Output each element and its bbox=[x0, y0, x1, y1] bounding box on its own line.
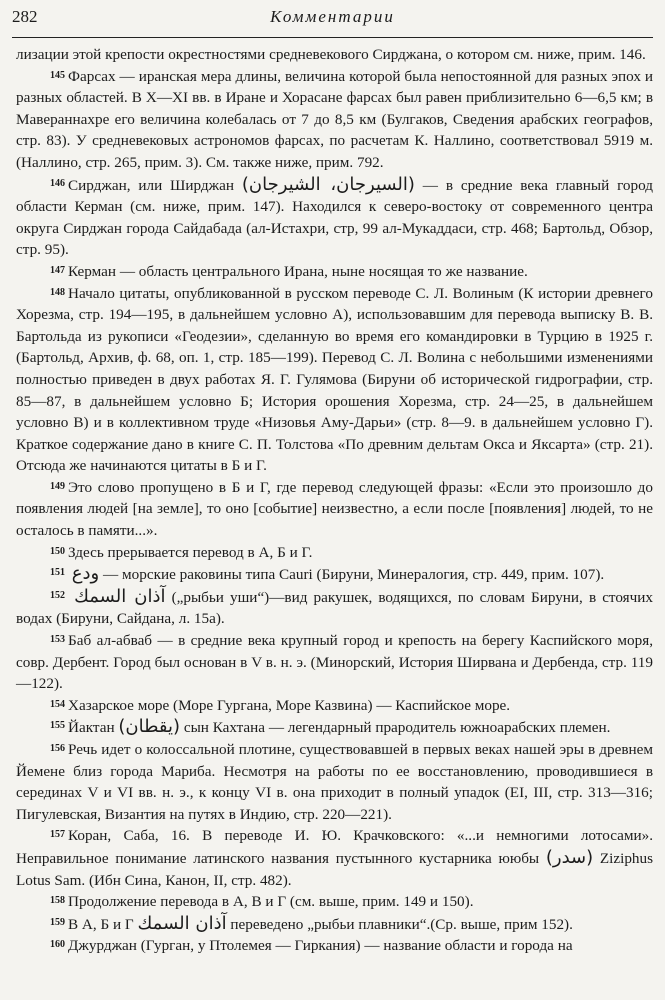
note-153 bbox=[16, 630, 653, 695]
note-148 bbox=[16, 283, 653, 477]
note-number: 154 bbox=[50, 698, 65, 710]
note-text: Здесь прерывается перевод в А, Б и Г. bbox=[68, 543, 313, 561]
commentary-body bbox=[16, 44, 653, 957]
note-text: Йактан bbox=[68, 719, 115, 737]
note-text: Ziziphus Lotus Sam. (Ибн Сина, Канон, II, стр. 482). bbox=[16, 849, 654, 889]
note-152 bbox=[16, 586, 653, 630]
note-text: Фарсах — иранская мера длины, величина которой была непостоянной для разных эпох и разных областей. В X—XI вв. в Иране и Хорасане фарсах был равен приблизительно 6—6,5 км; в Мавераннахре его величина колебалась от 7 до 8,5 км (Булгаков, Сведения арабских географов, стр. 83). У средневековых астрономов фарсах, по расчетам К. Наллино, соответствовал 5919 м. (Наллино, стр. 265, прим. 3). См. также ниже, прим. 792. bbox=[16, 67, 653, 171]
note-number: 145 bbox=[50, 69, 65, 81]
note-text: переведено „рыбьи плавники“.(Ср. выше, прим 152). bbox=[230, 915, 573, 933]
note-number: 160 bbox=[50, 939, 65, 951]
note-text: Керман — область центрального Ирана, ныне носящая то же название. bbox=[68, 262, 528, 280]
note-text: Коран, Саба, 16. В переводе И. Ю. Крачковского: «...и немногими лотосами». Неправильное понимание латинского названия пустынного кустарника ююбы bbox=[16, 827, 653, 867]
arabic-term: (السيرجان، الشيرجان) bbox=[241, 173, 415, 195]
note-number: 158 bbox=[50, 895, 65, 907]
note-number: 159 bbox=[50, 916, 65, 928]
note-text: Речь идет о колоссальной плотине, существовавшей в первых веках нашей эры в древнем Йемене близ города Мариба. Несмотря на работы по ее восстановлению, проводившиеся в серединах V и VI вв. н. э., к концу VI в. она приходит в полный упадок (EI, III, стр. 313—316; Пигулевская, Византия на путях в Индию, стр. 220—221). bbox=[16, 741, 653, 823]
note-text: Баб ал-абваб — в средние века крупный город и крепость на берегу Каспийского моря, совр. Дербент. Город был основан в V в. н. э. (Минорский, История Ширвана и Дербенда, стр. 119—122). bbox=[16, 632, 653, 693]
note-number: 148 bbox=[50, 286, 65, 298]
note-number: 152 bbox=[50, 589, 65, 601]
note-number: 146 bbox=[50, 177, 65, 189]
note-number: 153 bbox=[50, 634, 65, 646]
arabic-term: آذان السمك bbox=[137, 912, 227, 934]
note-number: 156 bbox=[50, 743, 65, 754]
continuation-paragraph bbox=[16, 44, 653, 66]
note-146 bbox=[16, 174, 653, 261]
arabic-term: (سدر) bbox=[545, 846, 594, 868]
note-text: Джурджан (Гурган, у Птолемея — Гиркания) — название области и города на bbox=[68, 937, 573, 955]
note-number: 151 bbox=[50, 567, 65, 579]
note-151 bbox=[16, 563, 653, 586]
note-text: Сирджан, или Ширджан bbox=[68, 176, 234, 194]
note-160 bbox=[16, 935, 653, 957]
note-number: 147 bbox=[50, 264, 65, 276]
note-text: Продолжение перевода в А, В и Г (см. выше, прим. 149 и 150). bbox=[68, 893, 474, 911]
note-text: Начало цитаты, опубликованной в русском переводе С. Л. Волиным (К истории древнего Хорезма, стр. 194—195, в дальнейшем условно А), использовавшим для перевода выписку В. В. Бартольда из рукописи «Геодезии», сделанную во время его командировки в Турцию в 1925 г. (Бартольд, Архив, ф. 68, оп. 1, стр. 185—199). Перевод С. Л. Волина с небольшими изменениями полностью приведен в двух работах Я. Г. Гулямова (Бируни об исторической гидрографии, стр. 85—87, в дальнейшем условно Б; История орошения Хорезма, стр. 24—25, в дальнейшем условно В) и в коллективном труде «Низовья Аму-Дарьи» (стр. 8—9. в дальнейшем условно Г). Краткое содержание дано в книге С. П. Толстова «По древним дельтам Окса и Яксарта» (стр. 21). Отсюда же начинаются цитаты в Б и Г. bbox=[16, 284, 653, 475]
note-number: 157 bbox=[50, 829, 65, 841]
note-text: — морские раковины типа Cauri (Бируни, Минералогия, стр. 449, прим. 107). bbox=[103, 566, 605, 584]
note-text: („рыбьи уши“)—вид ракушек, водящихся, по словам Бируни, в стоячих водах (Бируни, Сайдана, л. 15а). bbox=[16, 588, 654, 628]
note-155 bbox=[16, 716, 653, 739]
arabic-term: (يقطان) bbox=[118, 716, 181, 738]
note-text: лизации этой крепости окрестностями средневекового Сирджана, о котором см. ниже, прим. 146. bbox=[16, 46, 646, 63]
note-147 bbox=[16, 261, 653, 283]
page-number: 282 bbox=[12, 7, 38, 26]
arabic-term: آذان السمك bbox=[74, 585, 166, 607]
note-158 bbox=[16, 891, 653, 913]
note-149 bbox=[16, 477, 653, 542]
running-title: Комментарии bbox=[270, 7, 395, 26]
note-number: 149 bbox=[50, 480, 65, 492]
note-text: — в средние века главный город области Керман (см. ниже, прим. 147). Находился к северо-востоку от современного центра округа Сирджан города Сайдабада (ал-Истахри, стр, 99 ал-Мукаддаси, стр. 468; Бартольд, Обзор, стр. 95). bbox=[16, 176, 654, 259]
note-159 bbox=[16, 913, 653, 936]
note-150 bbox=[16, 542, 653, 564]
note-number: 155 bbox=[50, 720, 65, 732]
page-header bbox=[12, 4, 653, 36]
note-157 bbox=[16, 825, 653, 891]
note-145 bbox=[16, 66, 653, 174]
note-text: В А, Б и Г bbox=[68, 915, 134, 933]
note-156 bbox=[16, 739, 653, 825]
note-text: Это слово пропущено в Б и Г, где перевод следующей фразы: «Если это произошло до появления людей [на земле], то оно [событие] неизвестно, а если после [появления] людей, то не осталось в памяти...». bbox=[16, 478, 653, 540]
note-text: сын Кахтана — легендарный прародитель южноарабских племен. bbox=[183, 719, 611, 737]
arabic-term: ودع bbox=[71, 563, 100, 585]
note-text: Хазарское море (Море Гургана, Море Казвина) — Каспийское море. bbox=[68, 696, 511, 714]
note-number: 150 bbox=[50, 545, 65, 557]
header-rule bbox=[12, 37, 653, 38]
note-154 bbox=[16, 695, 653, 717]
